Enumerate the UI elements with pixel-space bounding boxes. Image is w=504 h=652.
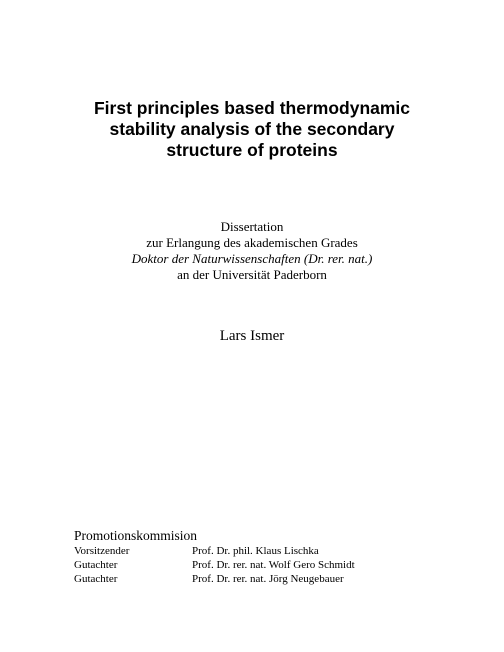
author-name: Lars Ismer [219,328,285,344]
degree-name: Doktor der Naturwissenschaften (Dr. rer. nat.) [131,251,373,266]
committee-member-name: Prof. Dr. rer. nat. Jörg Neugebauer [192,573,344,585]
dissertation-block [0,219,504,283]
committee-role: Gutachter [74,559,118,571]
committee-role: Gutachter [74,573,118,585]
committee-block [74,528,355,586]
thesis-title-line: stability analysis of the secondary [109,119,395,139]
committee-row [74,544,355,558]
thesis-title [0,98,504,161]
dissertation-label: Dissertation [220,219,284,234]
committee-row [74,558,355,572]
committee-role: Vorsitzender [74,545,130,557]
committee-row [74,572,355,586]
degree-line: zur Erlangung des akademischen Grades [146,235,358,250]
thesis-title-line: First principles based thermodynamic [93,98,411,118]
committee-member-name: Prof. Dr. phil. Klaus Lischka [192,545,319,557]
committee-heading: Promotionskommision [74,528,198,543]
university-line: an der Universität Paderborn [177,267,327,282]
committee-table [74,544,355,586]
committee-member-name: Prof. Dr. rer. nat. Wolf Gero Schmidt [192,559,355,571]
thesis-title-line: structure of proteins [166,140,338,160]
